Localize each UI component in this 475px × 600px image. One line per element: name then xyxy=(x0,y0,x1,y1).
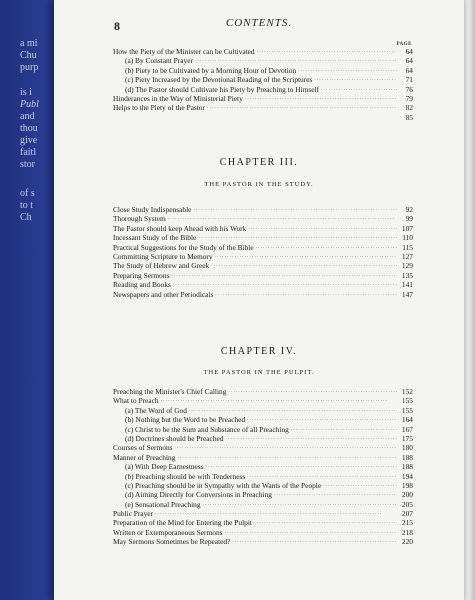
toc-entry-page: 71 xyxy=(405,75,413,85)
toc-entry-label: Manner of Preaching xyxy=(113,452,176,462)
toc-entry-page: 152 xyxy=(401,386,413,396)
left-page-text: Publ xyxy=(20,99,39,110)
toc-entry-page: 76 xyxy=(405,84,413,94)
toc-entry-label: The Study of Hebrew and Greek xyxy=(113,261,210,271)
toc-entry-label: Committing Scripture to Memory xyxy=(113,251,213,261)
toc-entry-page: 64 xyxy=(405,65,413,75)
toc-entry xyxy=(113,103,413,112)
page-column-label: PAGE xyxy=(396,42,412,47)
toc-entry-page: 194 xyxy=(401,471,413,481)
left-page-cover xyxy=(0,0,62,600)
dot-leader xyxy=(232,535,397,546)
toc-entry-label: Public Prayer xyxy=(113,509,154,519)
left-page-text: purp xyxy=(20,62,39,73)
toc-chapter-4 xyxy=(113,387,413,547)
toc-entry-label: (a) The Word of God xyxy=(125,405,187,415)
toc-entry-page: 82 xyxy=(405,103,413,113)
toc-entry-label: (c) Piety Increased by the Devotional Reading of the Scriptures xyxy=(125,75,313,85)
toc-entry-label: Close Study Indispensable xyxy=(113,204,192,214)
toc-entry-label: Helps to the Piety of the Pastor xyxy=(113,103,205,113)
left-page-text: stor xyxy=(20,159,35,170)
toc-entry xyxy=(113,537,413,546)
left-page-text: give xyxy=(20,135,38,146)
toc-entry-page: 175 xyxy=(401,433,413,443)
toc-entry-label: Written or Extemporaneous Sermons xyxy=(113,527,223,537)
toc-entry-page: 167 xyxy=(401,424,413,434)
toc-entry-page: 205 xyxy=(401,499,413,509)
left-page-text: Ch xyxy=(20,212,32,223)
left-page-text: Chu xyxy=(20,50,37,61)
toc-entry-label: Preparation of the Mind for Entering the Pulpit xyxy=(113,518,252,528)
toc-entry xyxy=(113,290,413,299)
toc-entry-page: 188 xyxy=(401,452,413,462)
page-number: 8 xyxy=(114,19,120,33)
toc-entry-page: 110 xyxy=(402,233,413,243)
toc-entry-label: Thorough System xyxy=(113,214,166,224)
toc-entry-label: (e) Sensational Preaching xyxy=(125,499,201,509)
toc-entry-label: Hinderances in the Way of Ministerial Piety xyxy=(113,93,243,103)
toc-entry-page: 164 xyxy=(401,415,413,425)
toc-entry-page: 207 xyxy=(401,509,413,519)
toc-entry-label: What to Preach xyxy=(113,396,159,406)
toc-entry-label: Incessant Study of the Bible xyxy=(113,233,197,243)
toc-entry-page: 92 xyxy=(405,204,413,214)
toc-entry-page: 129 xyxy=(401,261,413,271)
left-page-text: a mi xyxy=(20,38,38,49)
left-page-text: is i xyxy=(20,87,32,98)
toc-chapter-3 xyxy=(113,205,413,299)
book-page xyxy=(54,0,464,600)
toc-entry-page: 188 xyxy=(401,462,413,472)
left-page-text: of s xyxy=(20,188,35,199)
toc-entry-label: Preparing Sermons xyxy=(113,270,170,280)
toc-top-section xyxy=(113,47,413,122)
toc-entry-label: Preaching the Minister's Chief Calling xyxy=(113,386,227,396)
left-page-text: thou xyxy=(20,123,38,134)
toc-entry-label: May Sermons Sometimes be Repeated? xyxy=(113,537,231,547)
left-page-text: and xyxy=(20,111,35,122)
toc-entry-page: 155 xyxy=(401,396,413,406)
toc-entry-page: 64 xyxy=(405,46,413,56)
toc-entry-label: Reading and Books xyxy=(113,280,171,290)
toc-entry-page: 147 xyxy=(401,289,413,299)
toc-entry xyxy=(113,113,413,122)
toc-entry-label: (b) Nothing but the Word to be Preached xyxy=(125,415,246,425)
toc-entry-label: Newspapers and other Periodicals xyxy=(113,289,214,299)
toc-entry-page: 220 xyxy=(401,537,413,547)
toc-entry-page: 200 xyxy=(401,490,413,500)
toc-entry-label: (b) Piety to be Cultivated by a Morning Hour of Devotion xyxy=(125,65,297,75)
running-head: CONTENTS. xyxy=(225,17,293,29)
toc-entry-page: 99 xyxy=(405,214,413,224)
toc-entry-page: 135 xyxy=(401,270,413,280)
toc-entry-page: 198 xyxy=(401,480,413,490)
chapter-3-subtitle: THE PASTOR IN THE STUDY. xyxy=(204,181,314,188)
toc-entry-label: Courses of Sermons xyxy=(113,443,173,453)
dot-leader xyxy=(207,101,397,112)
toc-entry-page: 218 xyxy=(401,527,413,537)
toc-entry-page: 215 xyxy=(401,518,413,528)
toc-entry-label: (a) By Constant Prayer xyxy=(125,56,193,66)
toc-entry-page: 127 xyxy=(401,251,413,261)
toc-entry-page: 107 xyxy=(401,223,413,233)
toc-entry-page: 79 xyxy=(405,93,413,103)
left-page-text: to t xyxy=(20,200,34,211)
chapter-3-title: CHAPTER III. xyxy=(219,157,299,168)
toc-entry-page: 155 xyxy=(401,405,413,415)
toc-entry-label: (c) Christ to be the Sum and Substance of all Preaching xyxy=(125,424,289,434)
toc-entry-label: (c) Preaching should be in Sympathy with the Wants of the People xyxy=(125,480,322,490)
chapter-4-subtitle: THE PASTOR IN THE PULPIT. xyxy=(203,369,315,376)
left-page-text: faitl xyxy=(20,147,37,158)
toc-entry-page: 141 xyxy=(401,280,413,290)
toc-entry-page: 85 xyxy=(405,112,413,122)
toc-entry-label: How the Piety of the Minister can be Cultivated xyxy=(113,46,255,56)
dot-leader xyxy=(215,288,397,299)
chapter-4-title: CHAPTER IV. xyxy=(220,346,298,357)
toc-entry-label: (d) The Pastor should Cultivate his Piety by Preaching to Himself xyxy=(125,84,320,94)
toc-entry-page: 115 xyxy=(402,242,413,252)
toc-entry-label: (b) Preaching should be with Tenderness xyxy=(125,471,246,481)
page-stack-edge xyxy=(463,0,475,600)
toc-entry-label: (a) With Deep Earnestness xyxy=(125,462,204,472)
toc-entry-page: 64 xyxy=(405,56,413,66)
toc-entry-label: (d) Doctrines should be Preached xyxy=(125,433,224,443)
toc-entry-label: (d) Aiming Directly for Conversions in Preaching xyxy=(125,490,272,500)
toc-entry-page: 180 xyxy=(401,443,413,453)
toc-entry-label: Practical Suggestions for the Study of the Bible xyxy=(113,242,254,252)
toc-entry-label: The Pastor should keep Ahead with his Work xyxy=(113,223,247,233)
